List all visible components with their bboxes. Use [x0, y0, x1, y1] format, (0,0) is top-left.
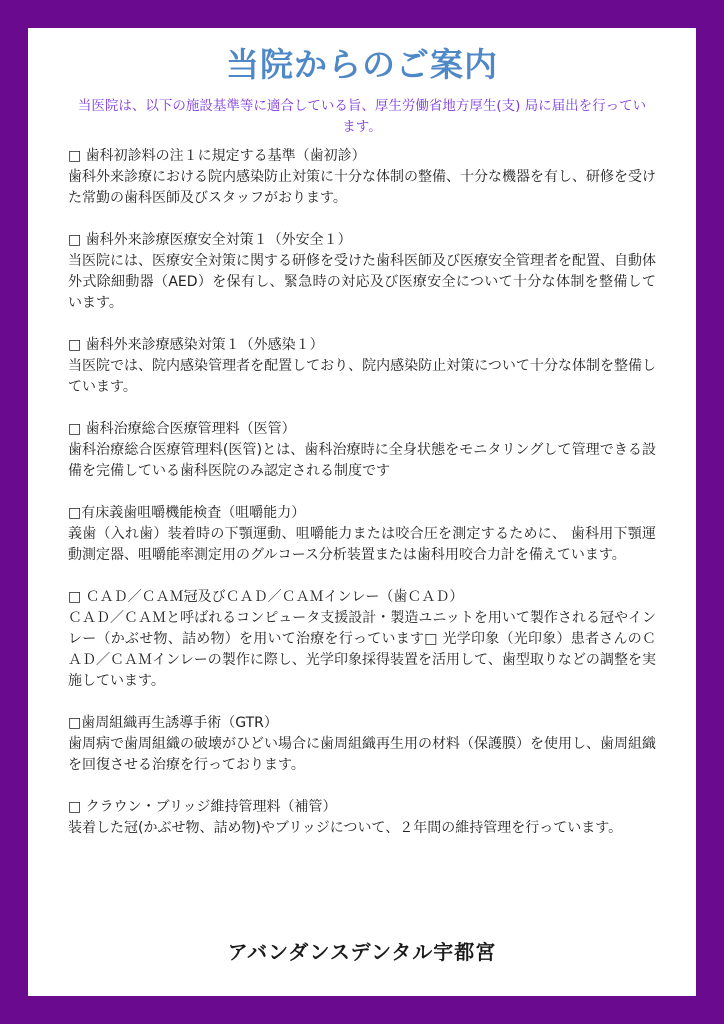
list-item: [68, 146, 656, 209]
item-heading: □歯周組織再生誘導手術（GTR）: [68, 715, 278, 731]
item-description: 歯科治療総合医療管理料(医管)とは、歯科治療時に全身状態をモニタリングして管理できる設備を完備している歯科医院のみ認定される制度です: [68, 442, 656, 479]
item-heading: □ 歯科外来診療医療安全対策１（外安全１）: [68, 232, 352, 248]
list-item: [68, 503, 656, 566]
item-description: 歯科外来診療における院内感染防止対策に十分な体制の整備、十分な機器を有し、研修を受けた常勤の歯科医師及びスタッフがおります。: [68, 169, 656, 206]
standards-list: [68, 146, 656, 839]
list-item: [68, 713, 656, 776]
list-item: [68, 230, 656, 314]
item-heading: □有床義歯咀嚼機能検査（咀嚼能力）: [68, 505, 306, 521]
item-heading: □ 歯科外来診療感染対策１（外感染１）: [68, 337, 324, 353]
item-description: 歯周病で歯周組織の破壊がひどい場合に歯周組織再生用の材料（保護膜）を使用し、歯周組織を回復させる治療を行っております。: [68, 736, 656, 773]
item-description: 当医院には、医療安全対策に関する研修を受けた歯科医師及び医療安全管理者を配置、自動体外式除細動器（AED）を保有し、緊急時の対応及び医療安全について十分な体制を整備しています。: [68, 253, 656, 311]
item-description: 義歯（入れ歯）装着時の下顎運動、咀嚼能力または咬合圧を測定するために、 歯科用下顎運動測定器、咀嚼能率測定用のグルコース分析装置または歯科用咬合力計を備えています。: [68, 526, 656, 563]
list-item: [68, 419, 656, 482]
item-heading: □ 歯科治療総合医療管理料（医管）: [68, 421, 296, 437]
page-title: 当院からのご案内: [226, 45, 498, 84]
notice-sheet: [28, 28, 696, 996]
item-heading: □ ＣＡＤ／ＣＡＭ冠及びＣＡＤ／ＣＡＭインレー（歯ＣＡＤ）: [68, 589, 464, 605]
list-item: [68, 797, 656, 839]
item-description: ＣＡＤ／ＣＡＭと呼ばれるコンピュータ支援設計・製造ユニットを用いて製作される冠やインレー（かぶせ物、詰め物）を用いて治療を行っています□ 光学印象（光印象）患者さんのＣＡＤ／ＣＡＭインレーの製作に際し、光学印象採得装置を活用して、歯型取りなどの調整を実施しています。: [68, 610, 656, 689]
item-description: 当医院では、院内感染管理者を配置しており、院内感染防止対策について十分な体制を整備しています。: [68, 358, 656, 395]
item-description: 装着した冠(かぶせ物、詰め物)やブリッジについて、２年間の維持管理を行っています。: [68, 820, 623, 836]
item-heading: □ クラウン・ブリッジ維持管理料（補管）: [68, 799, 337, 815]
facility-notice: 当医院は、以下の施設基準等に適合している旨、厚生労働省地方厚生(支) 局に届出を行っています。: [77, 98, 647, 135]
item-heading: □ 歯科初診料の注１に規定する基準（歯初診）: [68, 148, 366, 164]
list-item: [68, 587, 656, 692]
clinic-name: アバンダンスデンタル宇都宮: [227, 940, 497, 964]
list-item: [68, 335, 656, 398]
